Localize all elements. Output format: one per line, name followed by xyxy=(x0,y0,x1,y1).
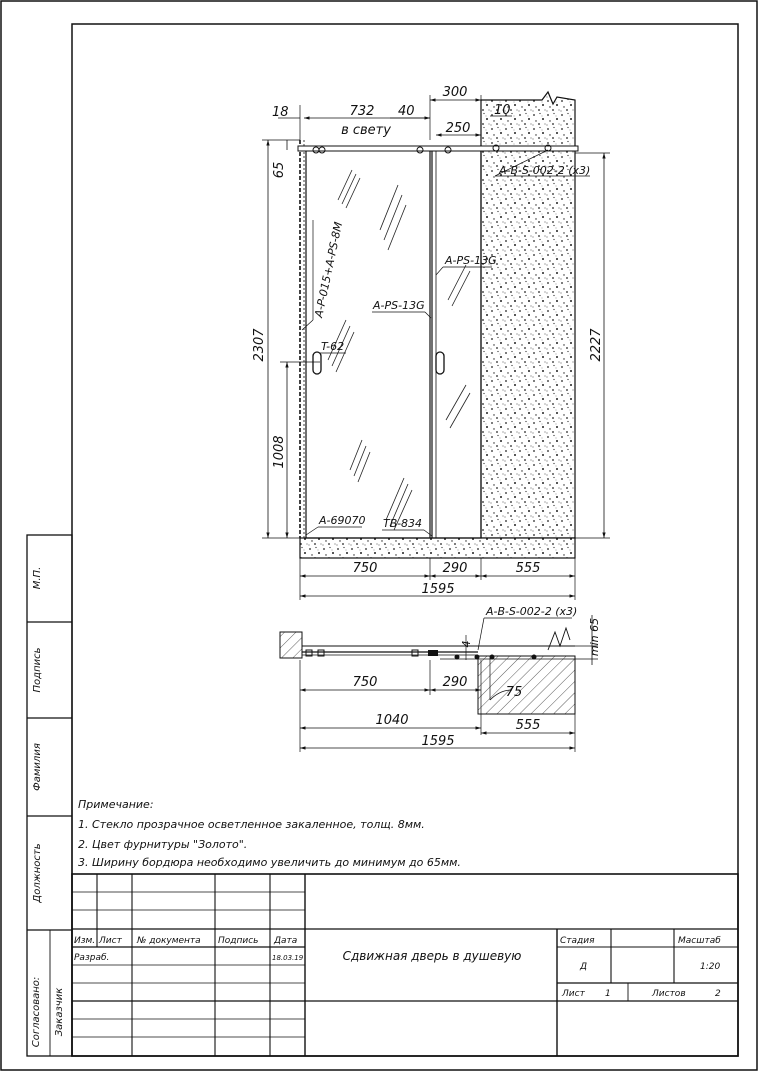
label-clamp: A-B-S-002-2 (x3) xyxy=(499,164,591,177)
dim-handle-height: 1008 xyxy=(272,435,287,469)
dim-total-width: 1595 xyxy=(421,582,455,597)
dim-wall-offset: 10 xyxy=(494,103,511,118)
notes-title: Примечание: xyxy=(78,798,154,811)
label-seal-left: A-P-015+A-PS-8M xyxy=(312,220,346,319)
dim-fixed-width: 290 xyxy=(442,561,468,576)
label-seal-fixed: A-PS-13G xyxy=(445,254,497,267)
dim-wall-width: 555 xyxy=(515,561,541,576)
label-seal-door: A-PS-13G xyxy=(373,299,425,312)
stamp-signature: Подпись xyxy=(32,647,43,693)
plan-dim-fixed: 290 xyxy=(442,675,468,690)
title-block-text xyxy=(74,936,721,999)
notes xyxy=(78,798,461,869)
dim-door-width: 750 xyxy=(352,561,378,576)
plan-label-clamp: A-B-S-002-2 (x3) xyxy=(486,605,578,618)
label-bottom-guide: TB-834 xyxy=(383,517,423,530)
tb-developer: Разраб. xyxy=(74,953,110,963)
tb-sheet: 1 xyxy=(605,989,611,999)
dim-panel: 300 xyxy=(442,85,468,100)
tb-header-doc: № документа xyxy=(137,936,201,946)
floor-strip xyxy=(300,538,575,558)
tb-stage-label: Стадия xyxy=(560,936,595,946)
dim-top-offset: 65 xyxy=(272,161,287,179)
dim-wall-height: 2227 xyxy=(589,328,604,362)
stamp-mp: М.П. xyxy=(32,566,43,590)
tb-header-change: Изм. xyxy=(74,936,96,946)
plan-view xyxy=(280,605,601,752)
plan-left-wall xyxy=(280,632,302,658)
plan-right-wall xyxy=(478,656,575,714)
tb-scale-label: Масштаб xyxy=(678,936,721,946)
title-block xyxy=(72,874,738,1056)
fixed-handle xyxy=(436,352,444,374)
dim-wall-gap: 18 xyxy=(272,105,289,120)
note-3: 3. Ширину бордюра необходимо увеличить до минимум до 65мм. xyxy=(78,856,461,869)
top-rail xyxy=(298,146,578,151)
note-2: 2. Цвет фурнитуры "Золото". xyxy=(78,838,248,851)
glass-reflections xyxy=(328,170,470,530)
note-1: 1. Стекло прозрачное осветленное закаленное, толщ. 8мм. xyxy=(78,818,425,831)
stamp-surname: Фамилия xyxy=(32,743,43,791)
plan-dim-wall: 555 xyxy=(515,718,541,733)
stamp-position: Должность xyxy=(32,843,43,903)
label-handle: T-62 xyxy=(321,340,345,353)
elevation-view xyxy=(252,85,610,600)
dim-overlap: 40 xyxy=(398,104,415,119)
tb-header-sheet: Лист xyxy=(99,936,122,946)
tb-sheet-label: Лист xyxy=(562,989,585,999)
tb-header-signature: Подпись xyxy=(218,936,259,946)
stamp-agreed: Согласовано: xyxy=(31,976,42,1048)
plan-dim-total: 1595 xyxy=(421,734,455,749)
plan-dim-sub: 1040 xyxy=(375,713,409,728)
dim-rail-end: 250 xyxy=(445,121,471,136)
tb-scale: 1:20 xyxy=(700,962,721,972)
plan-min-label: min 65 xyxy=(588,617,601,657)
fixed-glass xyxy=(432,150,481,538)
plan-dim-door: 750 xyxy=(352,675,378,690)
tb-header-date: Дата xyxy=(274,936,298,946)
dim-glass-clear: 732 xyxy=(349,104,375,119)
tb-stage: Д xyxy=(580,962,588,972)
tb-date: 18.03.19 xyxy=(272,954,304,962)
dim-clear-label: в свету xyxy=(341,123,391,138)
tb-drawing-title: Сдвижная дверь в душевую xyxy=(342,949,522,963)
label-guide: A-69070 xyxy=(319,514,366,527)
door-handle xyxy=(313,352,321,374)
tb-sheets-label: Листов xyxy=(652,989,686,999)
side-stamp-strip xyxy=(27,535,72,1056)
dim-total-height: 2307 xyxy=(252,328,267,362)
stamp-customer: Заказчик xyxy=(54,987,65,1037)
plan-gap: 4 xyxy=(460,640,473,648)
wall-section xyxy=(481,92,575,538)
tb-sheets: 2 xyxy=(715,989,721,999)
plan-dim-angle: 75 xyxy=(505,685,523,700)
